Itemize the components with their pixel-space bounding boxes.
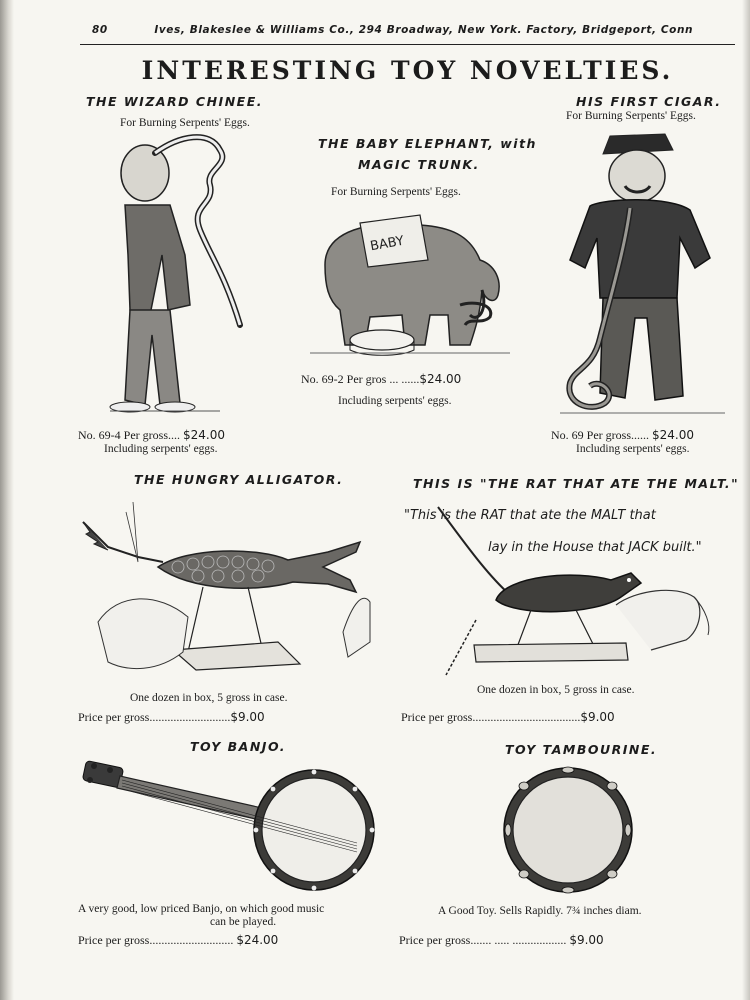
page-edge-shadow [742,0,750,1000]
wizard-price-label: No. 69-4 Per gross.... [78,428,183,442]
page-binding-shadow [0,0,14,1000]
page-title: INTERESTING TOY NOVELTIES. [141,56,674,85]
rat-price: $9.00 [580,710,615,724]
rat-title: THIS IS "THE RAT THAT ATE THE MALT." [413,476,740,491]
running-header: Ives, Blakeslee & Williams Co., 294 Broadway, New York. Factory, Bridgeport, Conn [154,24,694,36]
toy-banjo-illustration [82,758,382,898]
cigar-price-row [551,428,694,443]
alligator-price: $9.00 [230,710,265,724]
cigar-price-label: No. 69 Per gross...... [551,428,652,442]
elephant-subtitle: For Burning Serpents' Eggs. [331,186,461,198]
banjo-title: TOY BANJO. [190,739,287,754]
tambourine-title: TOY TAMBOURINE. [505,742,658,757]
elephant-title-line1: THE BABY ELEPHANT, with [318,136,537,151]
rat-note: One dozen in box, 5 gross in case. [477,684,635,696]
wizard-title: THE WIZARD CHINEE. [86,94,263,109]
page-header [92,24,693,36]
header-rule [80,44,735,45]
elephant-price: $24.00 [419,372,462,386]
tambourine-price-row [399,933,604,948]
banjo-price-row [78,933,278,948]
rat-price-label: Price per gross.................................... [401,710,581,724]
alligator-price-label: Price per gross........................... [78,710,231,724]
cigar-note: Including serpents' eggs. [576,443,690,455]
wizard-subtitle: For Burning Serpents' Eggs. [120,117,250,129]
tambourine-desc: A Good Toy. Sells Rapidly. 7¾ inches diam. [438,905,642,917]
wizard-note: Including serpents' eggs. [104,443,218,455]
alligator-price-row [78,710,265,725]
hungry-alligator-illustration [78,492,373,682]
banjo-price-label: Price per gross............................ [78,933,237,947]
cigar-title: HIS FIRST CIGAR. [576,94,722,109]
tambourine-price: $9.00 [569,933,604,947]
elephant-blanket-text: BABY [369,233,406,255]
rat-script-line1: "This is the RAT that ate the MALT that [404,508,656,523]
rat-script-line2: lay in the House that JACK built." [488,540,702,555]
rat-that-ate-the-malt-illustration [436,505,726,675]
alligator-note: One dozen in box, 5 gross in case. [130,692,288,704]
toy-tambourine-illustration [500,766,640,898]
rat-price-row [401,710,615,725]
wizard-price-row [78,428,225,443]
wizard-price: $24.00 [183,428,225,442]
page-number: 80 [92,24,108,36]
banjo-price: $24.00 [236,933,279,947]
cigar-price: $24.00 [652,428,694,442]
tambourine-price-label: Price per gross....... ..... .................. [399,933,570,947]
wizard-chinee-illustration [90,135,260,425]
cigar-subtitle: For Burning Serpents' Eggs. [566,110,696,122]
banjo-desc-line1: A very good, low priced Banjo, on which good music [78,903,325,915]
alligator-title: THE HUNGRY ALLIGATOR. [134,472,344,487]
elephant-note: Including serpents' eggs. [338,395,452,407]
elephant-title-line2: MAGIC TRUNK. [358,157,480,172]
baby-elephant-illustration [310,205,510,360]
banjo-desc-line2: can be played. [210,916,277,928]
elephant-price-row [301,372,461,387]
his-first-cigar-illustration [555,128,735,418]
elephant-price-label: No. 69-2 Per gros ... ...... [301,372,420,386]
